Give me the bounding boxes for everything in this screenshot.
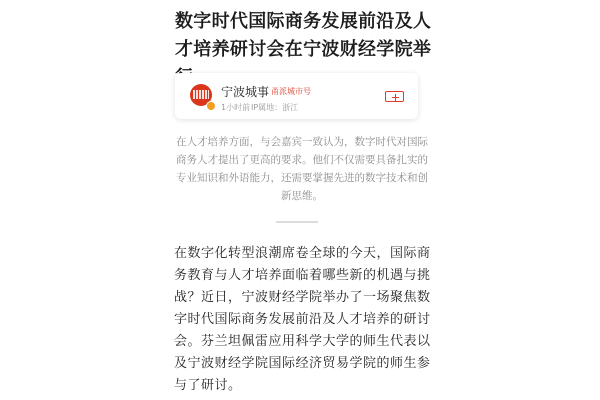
article-paragraph: 在数字化转型浪潮席卷全球的今天，国际商务教育与人才培养面临着哪些新的机遇与挑战？近日，宁波财经学院举办了一场聚焦数字时代国际商务发展前沿及人才培养的研讨会。芬兰坦佩雷应用科学大学的师生代表以及宁波财经学院国际经济贸易学院的师生参与了研讨。 bbox=[174, 246, 431, 393]
author-name[interactable]: 宁波城事 bbox=[221, 85, 270, 99]
verified-badge-icon bbox=[206, 101, 216, 111]
ip-location: IP属地：浙江 bbox=[251, 103, 299, 112]
follow-button[interactable] bbox=[385, 91, 404, 102]
publish-time: 1小时前 bbox=[221, 103, 251, 112]
article-title: 数字时代国际商务发展前沿及人才培养研讨会在宁波财经学院举 bbox=[175, 11, 432, 60]
article-summary: 在人才培养方面，与会嘉宾一致认为，数字时代对国际商务人才提出了更高的要求。他们不仅需要具备扎实的专业知识和外语能力，还需要掌握先进的数字技术和创新思维。 bbox=[176, 136, 428, 202]
author-card[interactable] bbox=[175, 73, 418, 119]
plus-icon-stroke bbox=[395, 94, 396, 101]
author-tag: 甬派城市号 bbox=[271, 87, 311, 96]
section-divider bbox=[276, 221, 318, 223]
avatar-logo-mark bbox=[193, 90, 209, 99]
